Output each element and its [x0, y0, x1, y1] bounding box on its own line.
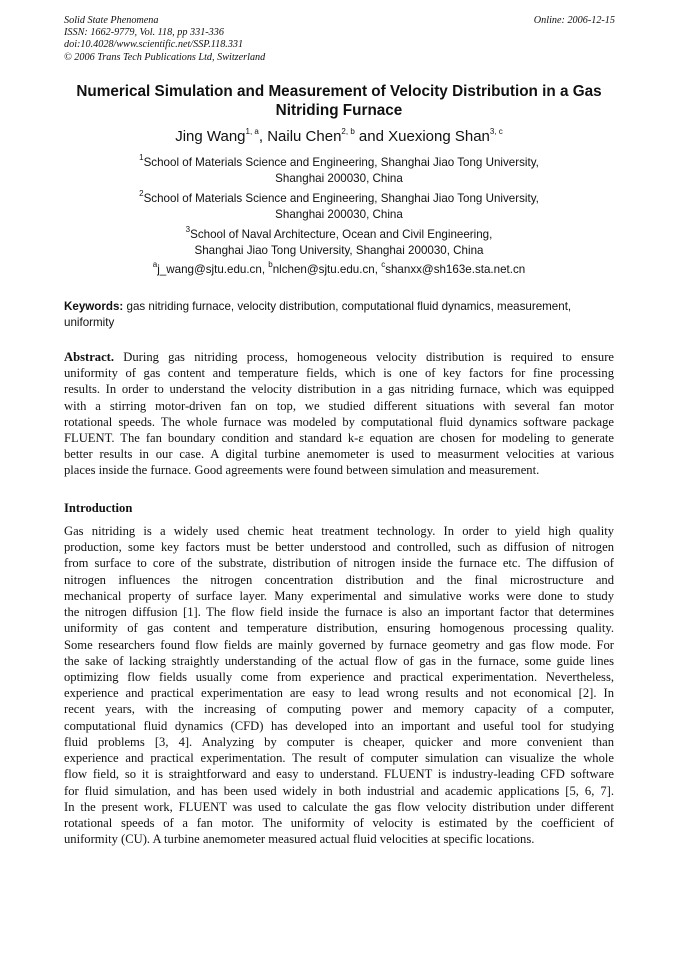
abstract-line: FLUENT. The fan boundary condition and standard k-ε equation are chosen for modeling to generate — [64, 430, 614, 445]
body-line: from surface to core of the substrate, distribution of nitrogen inside the furnace etc. The diffusion of — [64, 556, 614, 571]
affiliation-line: School of Materials Science and Engineering, Shanghai Jiao Tong University, — [143, 156, 539, 169]
abstract-line: better results in our case. A digital turbine anemometer is used to measurment velocities at various — [64, 447, 614, 462]
body-line: Gas nitriding is a widely used chemic heat treatment technology. In order to yield high quality — [64, 524, 614, 538]
author-superscript: 3, c — [489, 127, 503, 136]
affiliation-line: School of Materials Science and Engineering, Shanghai Jiao Tong University, — [143, 192, 539, 205]
journal-issn: ISSN: 1662-9779, Vol. 118, pp 331-336 — [64, 27, 224, 39]
body-line: In the present work, FLUENT was used to calculate the gas flow velocity distribution under different — [64, 799, 614, 814]
abstract-line: results. In order to understand the velocity distribution in a gas nitriding furnace, which was equipped — [64, 382, 614, 397]
email-address[interactable]: shanxx@sh163e.sta.net.cn — [385, 263, 526, 276]
body-line: optimizing flow fields usually come from experience and practical experimentation. Nevertheless, — [64, 669, 614, 684]
affiliation-superscript: 1 — [139, 153, 144, 163]
body-line: production, some key factors must be better understood and controlled, such as diffusion of nitrogen — [64, 540, 614, 555]
body-line: fluid problems [3, 4]. Analyzing by computer is cheaper, quicker and more convenient than — [64, 734, 614, 749]
email-separator: , — [261, 263, 269, 276]
keywords-block — [64, 299, 614, 330]
body-line: the sake of lacking straightly understanding of the actual flow of gas in the furnace, some guide lines — [64, 653, 614, 668]
keywords-text: uniformity — [64, 315, 115, 329]
body-line: mechanical property of surface layer. Many experimental and simulative works were done to study — [64, 588, 614, 603]
author-superscript: 2, b — [341, 127, 355, 136]
body-line: rotational speeds of a fan motor. The uniformity of velocity is estimated by the coefficient of — [64, 815, 614, 830]
affiliation-1 — [54, 155, 624, 187]
keywords-text: gas nitriding furnace, velocity distribution, computational fluid dynamics, measurement, — [123, 300, 572, 313]
abstract-line: rotational speeds. The whole furnace was modeled by computational fluid dynamics software package — [64, 414, 614, 429]
journal-header — [64, 15, 265, 64]
affiliation-3 — [54, 227, 624, 259]
abstract-label: Abstract. — [64, 350, 115, 364]
affiliation-superscript: 3 — [185, 225, 191, 235]
introduction-body — [64, 523, 614, 847]
paper-title — [54, 82, 624, 120]
body-line: experience and practical experimentation are easy to lead wrong results and not economical [2]. In — [64, 686, 614, 701]
journal-doi: doi:10.4028/www.scientific.net/SSP.118.331 — [64, 39, 244, 51]
email-superscript: b — [268, 260, 273, 270]
body-line: recent years, with the increasing of computing power and memory capacity of a computer, — [64, 702, 614, 717]
body-line: uniformity (CU). A turbine anemometer measured actual fluid velocities at specific locations. — [64, 832, 535, 847]
body-line: Some researchers found flow fields are mainly governed by furnace geometry and gas flow mode. For — [64, 637, 614, 652]
paper-title-line-1: Numerical Simulation and Measurement of Velocity Distribution in a Gas — [76, 83, 602, 100]
keywords-label: Keywords: — [64, 300, 124, 313]
email-superscript: a — [152, 260, 158, 270]
body-line: computational fluid dynamics (CFD) has developed into an important and useful tool for studying — [64, 718, 614, 733]
abstract-line: with a stirring motor-driven fan on top, we studied different situations with several fan motor — [64, 398, 614, 413]
author-separator: , — [258, 128, 268, 145]
abstract-block — [64, 349, 614, 479]
affiliation-line: Shanghai 200030, China — [275, 208, 403, 221]
author-name: Nailu Chen — [267, 128, 342, 145]
affiliation-line: Shanghai 200030, China — [275, 172, 403, 185]
journal-copyright: © 2006 Trans Tech Publications Ltd, Switzerland — [64, 51, 266, 63]
email-address[interactable]: j_wang@sjtu.edu.cn — [157, 263, 262, 276]
body-line: experience and practical experimentation. The result of computer simulation can visualize the whole — [64, 751, 614, 766]
body-line: for fluid simulation, and has been used widely in both industrial and academic applications [5, 6, 7]. — [64, 783, 614, 798]
author-name: Xuexiong Shan — [388, 128, 490, 145]
body-line: nitrogen influences the nitrogen concentration distribution and the final microstructure and — [64, 572, 614, 587]
body-line: uniformity of gas content and temperature distribution, ensuring homogenous processing quality. — [64, 621, 614, 636]
abstract-line: places inside the furnace. Good agreements were found between simulation and measurement. — [64, 463, 540, 478]
online-date: Online: 2006-12-15 — [533, 15, 615, 26]
abstract-line: During gas nitriding process, homogeneous velocity distribution is required to ensure — [114, 350, 614, 364]
body-line: the nitrogen diffusion [1]. The flow field inside the furnace is also an important factor that determines — [64, 605, 614, 620]
abstract-line: uniformity of gas content and temperature fields, which is one of key factors for fine processing — [64, 366, 614, 381]
email-separator: , — [374, 263, 382, 276]
author-superscript: 1, a — [245, 127, 259, 136]
affiliation-superscript: 2 — [139, 189, 144, 199]
author-separator: and — [354, 128, 389, 145]
email-address[interactable]: nlchen@sjtu.edu.cn — [272, 263, 375, 276]
email-superscript: c — [381, 260, 386, 270]
author-name: Jing Wang — [175, 128, 246, 145]
paper-title-line-2: Nitriding Furnace — [275, 102, 403, 119]
author-list — [54, 128, 624, 146]
author-emails — [54, 262, 624, 278]
affiliation-line: Shanghai Jiao Tong University, Shanghai 200030, China — [194, 244, 484, 257]
body-line: flow field, so it is straightforward and easy to understand. FLUENT is industry-leading CFD software — [64, 767, 614, 782]
affiliation-2 — [54, 191, 624, 223]
section-heading-introduction: Introduction — [64, 501, 133, 515]
affiliation-line: School of Naval Architecture, Ocean and Civil Engineering, — [190, 228, 493, 241]
journal-name: Solid State Phenomena — [64, 15, 159, 26]
